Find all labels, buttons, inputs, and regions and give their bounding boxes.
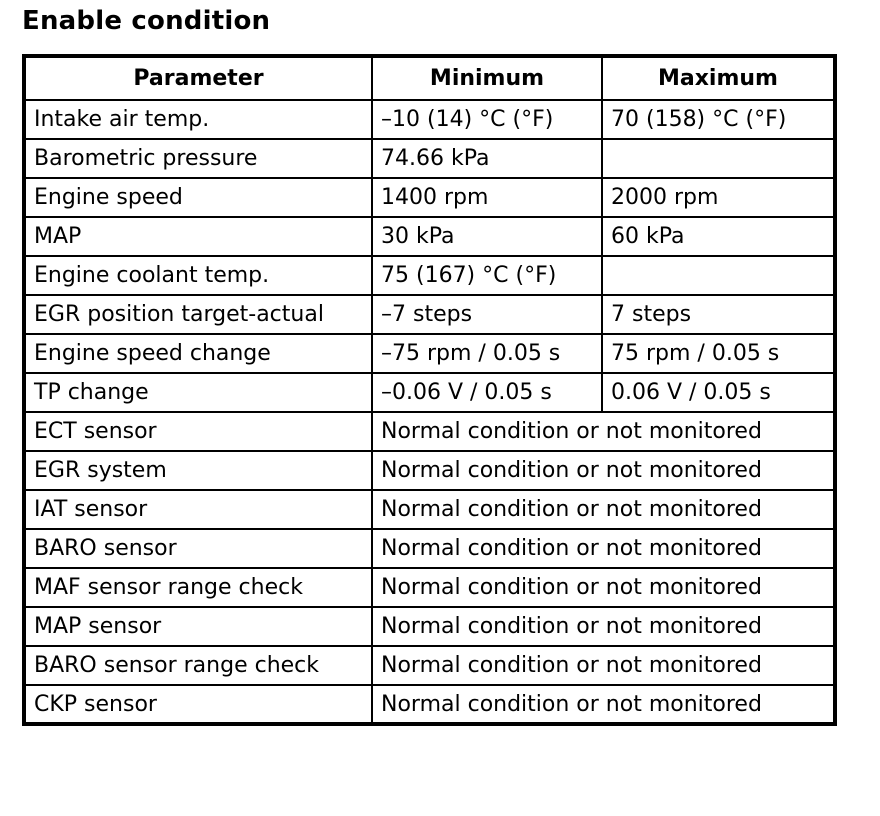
- cell-maximum: 0.06 V / 0.05 s: [602, 373, 835, 412]
- table-row: [24, 490, 835, 529]
- cell-parameter: MAP sensor: [24, 607, 372, 646]
- table-row: [24, 607, 835, 646]
- cell-minimum: –10 (14) °C (°F): [372, 100, 602, 139]
- cell-maximum: [602, 139, 835, 178]
- cell-parameter: Engine coolant temp.: [24, 256, 372, 295]
- table-row: [24, 100, 835, 139]
- cell-minimum: 1400 rpm: [372, 178, 602, 217]
- table-row: [24, 217, 835, 256]
- cell-parameter: CKP sensor: [24, 685, 372, 724]
- table-row: [24, 685, 835, 724]
- cell-condition: Normal condition or not monitored: [372, 607, 835, 646]
- table-row: [24, 451, 835, 490]
- page-title: Enable condition: [22, 6, 271, 36]
- cell-parameter: Barometric pressure: [24, 139, 372, 178]
- cell-minimum: 30 kPa: [372, 217, 602, 256]
- cell-minimum: –75 rpm / 0.05 s: [372, 334, 602, 373]
- cell-parameter: TP change: [24, 373, 372, 412]
- table-row: [24, 139, 835, 178]
- cell-maximum: 70 (158) °C (°F): [602, 100, 835, 139]
- header-maximum: Maximum: [602, 56, 835, 100]
- cell-minimum: –0.06 V / 0.05 s: [372, 373, 602, 412]
- header-parameter: Parameter: [24, 56, 372, 100]
- cell-parameter: EGR system: [24, 451, 372, 490]
- cell-parameter: Intake air temp.: [24, 100, 372, 139]
- table-row: [24, 412, 835, 451]
- header-minimum: Minimum: [372, 56, 602, 100]
- cell-parameter: EGR position target-actual: [24, 295, 372, 334]
- cell-parameter: BARO sensor range check: [24, 646, 372, 685]
- cell-minimum: –7 steps: [372, 295, 602, 334]
- enable-condition-table: [22, 54, 837, 726]
- cell-condition: Normal condition or not monitored: [372, 685, 835, 724]
- cell-condition: Normal condition or not monitored: [372, 646, 835, 685]
- table-row: [24, 256, 835, 295]
- cell-parameter: IAT sensor: [24, 490, 372, 529]
- cell-parameter: ECT sensor: [24, 412, 372, 451]
- cell-minimum: 74.66 kPa: [372, 139, 602, 178]
- cell-minimum: 75 (167) °C (°F): [372, 256, 602, 295]
- table-row: [24, 529, 835, 568]
- cell-maximum: 2000 rpm: [602, 178, 835, 217]
- cell-parameter: Engine speed: [24, 178, 372, 217]
- cell-parameter: MAF sensor range check: [24, 568, 372, 607]
- cell-condition: Normal condition or not monitored: [372, 412, 835, 451]
- table-row: [24, 646, 835, 685]
- table-row: [24, 373, 835, 412]
- cell-condition: Normal condition or not monitored: [372, 490, 835, 529]
- cell-parameter: Engine speed change: [24, 334, 372, 373]
- cell-parameter: MAP: [24, 217, 372, 256]
- cell-maximum: [602, 256, 835, 295]
- cell-maximum: 7 steps: [602, 295, 835, 334]
- cell-maximum: 60 kPa: [602, 217, 835, 256]
- cell-condition: Normal condition or not monitored: [372, 568, 835, 607]
- cell-condition: Normal condition or not monitored: [372, 529, 835, 568]
- cell-condition: Normal condition or not monitored: [372, 451, 835, 490]
- table-row: [24, 334, 835, 373]
- table-row: [24, 178, 835, 217]
- table-header-row: [24, 56, 835, 100]
- cell-parameter: BARO sensor: [24, 529, 372, 568]
- table-row: [24, 568, 835, 607]
- table-row: [24, 295, 835, 334]
- cell-maximum: 75 rpm / 0.05 s: [602, 334, 835, 373]
